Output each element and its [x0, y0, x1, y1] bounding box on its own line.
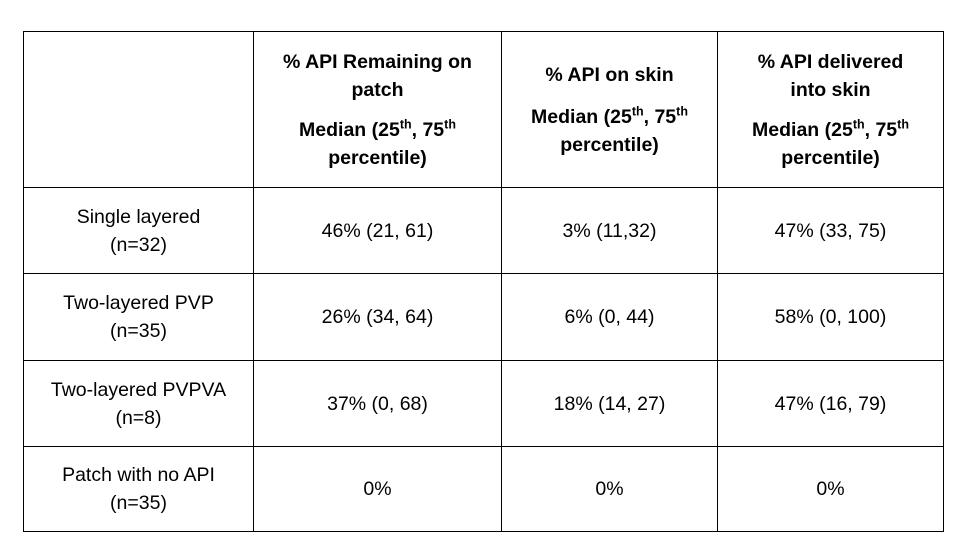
- header-col3-stat: Median (25th, 75th percentile): [752, 117, 909, 169]
- table-row: [24, 274, 944, 361]
- cell-remaining: 37% (0, 68): [254, 361, 502, 447]
- row-label: Two-layered PVPVA (n=8): [24, 361, 254, 447]
- header-col2-line1: % API on skin: [545, 63, 674, 86]
- row-label: Two-layered PVP (n=35): [24, 274, 254, 361]
- header-row: [24, 32, 944, 188]
- header-col3-line1: % API delivered: [757, 50, 904, 73]
- header-remaining-on-patch: [254, 32, 502, 188]
- table-row: [24, 188, 944, 274]
- header-col1-stat: Median (25th, 75th percentile): [299, 117, 456, 169]
- cell-delivered: 0%: [718, 447, 944, 532]
- results-table: [23, 31, 944, 532]
- row-label: Single layered (n=32): [24, 188, 254, 274]
- cell-delivered: 47% (33, 75): [718, 188, 944, 274]
- header-delivered-into-skin: [718, 32, 944, 188]
- cell-on-skin: 18% (14, 27): [502, 361, 718, 447]
- header-col1-line2: patch: [351, 78, 404, 101]
- header-col1-line1: % API Remaining on: [283, 50, 472, 73]
- header-on-skin: [502, 32, 718, 188]
- header-col2-stat: Median (25th, 75th percentile): [531, 104, 688, 156]
- cell-delivered: 47% (16, 79): [718, 361, 944, 447]
- cell-delivered: 58% (0, 100): [718, 274, 944, 361]
- table-row: [24, 361, 944, 447]
- table-row: [24, 447, 944, 532]
- cell-remaining: 26% (34, 64): [254, 274, 502, 361]
- cell-on-skin: 0%: [502, 447, 718, 532]
- cell-on-skin: 3% (11,32): [502, 188, 718, 274]
- header-col3-line2: into skin: [790, 78, 871, 101]
- cell-remaining: 0%: [254, 447, 502, 532]
- header-corner-cell: [24, 32, 254, 188]
- cell-on-skin: 6% (0, 44): [502, 274, 718, 361]
- row-label: Patch with no API (n=35): [24, 447, 254, 532]
- cell-remaining: 46% (21, 61): [254, 188, 502, 274]
